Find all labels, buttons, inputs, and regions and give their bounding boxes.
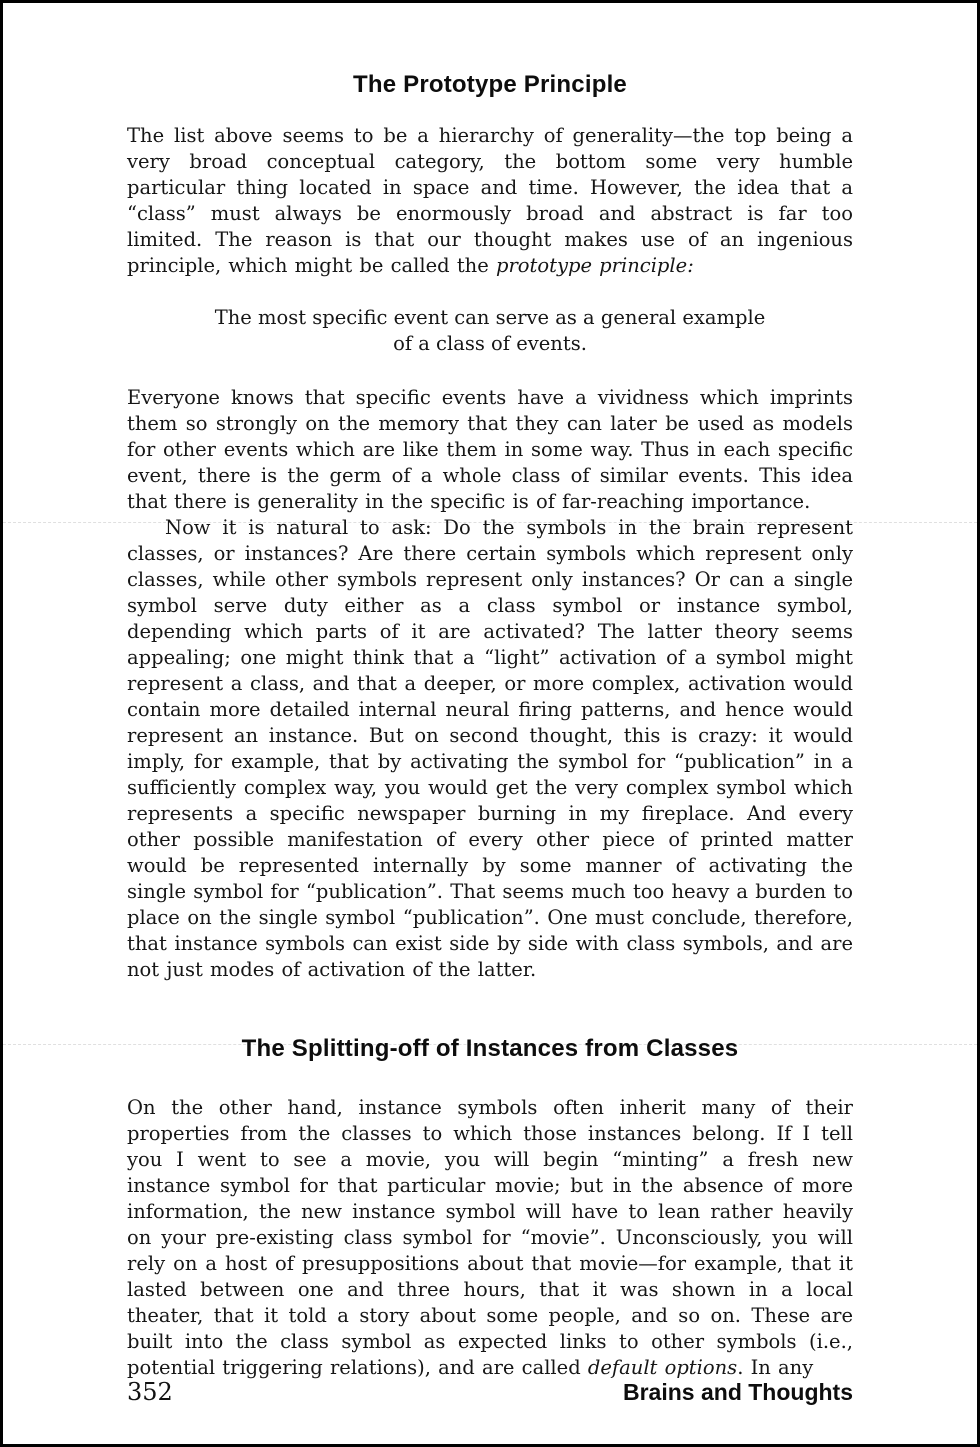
paragraph-text: The list above seems to be a hierarchy of generality—the top being a very broad conceptual category, the bottom some very humble particular thing located in space and time. However, the idea that a “class” must always be enormously broad and abstract is far too limited. The reason is that our thought makes use of an ingenious principle, which might be called the: [127, 124, 853, 277]
section-heading-prototype-principle: The Prototype Principle: [353, 71, 627, 98]
quote-line-1: The most specific event can serve as a general example: [214, 306, 766, 329]
quote-line-2: of a class of events.: [393, 332, 587, 355]
paragraph-intro: [127, 123, 853, 279]
paragraph-text-after-italic: . In any: [737, 1356, 814, 1379]
italic-phrase-prototype-principle: prototype principle:: [495, 254, 694, 277]
running-title: Brains and Thoughts: [623, 1379, 853, 1405]
page-content: [127, 3, 853, 1381]
paragraph-vividness: Everyone knows that specific events have a vividness which imprints them so strongly on the memory that they can later be used as models for other events which are like them in some way. Thus in each specific event, there is the germ of a whole class of similar events. This idea that there is generality in the specific is of far-reaching importance.: [127, 386, 853, 513]
italic-phrase-default-options: default options: [587, 1356, 738, 1379]
page-footer: [127, 1378, 853, 1406]
section-heading-splitting-off: The Splitting-off of Instances from Classes: [241, 1035, 739, 1062]
paragraph-classes-or-instances: Now it is natural to ask: Do the symbols in the brain represent classes, or instances? Are there certain symbols which represent only classes, while other symbols represent only instances? Or can a single symbol serve duty either as a class symbol or instance symbol, depending which parts of it are activated? The latter theory seems appealing; one might think that a “light” activation of a symbol might represent a class, and that a deeper, or more complex, activation would contain more detailed internal neural firing patterns, and hence would represent an instance. But on second thought, this is crazy: it would imply, for example, that by activating the symbol for “publication” in a sufficiently complex way, you would get the very complex symbol which represents a specific newspaper burning in my fireplace. And every other possible manifestation of every other piece of printed matter would be represented internally by some manner of activating the single symbol for “publication”. That seems much too heavy a burden to place on the single symbol “publication”. One must conclude, therefore, that instance symbols can exist side by side with class symbols, and are not just modes of activation of the latter.: [127, 516, 853, 981]
page-number: 352: [127, 1378, 173, 1406]
block-quote-prototype-principle: [157, 305, 823, 357]
paragraph-text: On the other hand, instance symbols often inherit many of their properties from the classes to which those instances belong. If I tell you I went to see a movie, you will begin “minting” a fresh new instance symbol for that particular movie; but in the absence of more information, the new instance symbol will have to lean rather heavily on your pre-existing class symbol for “movie”. Unconsciously, you will rely on a host of presuppositions about that movie—for example, that it lasted between one and three hours, that it was shown in a local theater, that it told a story about some people, and so on. These are built into the class symbol as expected links to other symbols (i.e., potential triggering relations), and are called: [127, 1096, 853, 1379]
paragraph-inherit-properties: [127, 1095, 853, 1381]
